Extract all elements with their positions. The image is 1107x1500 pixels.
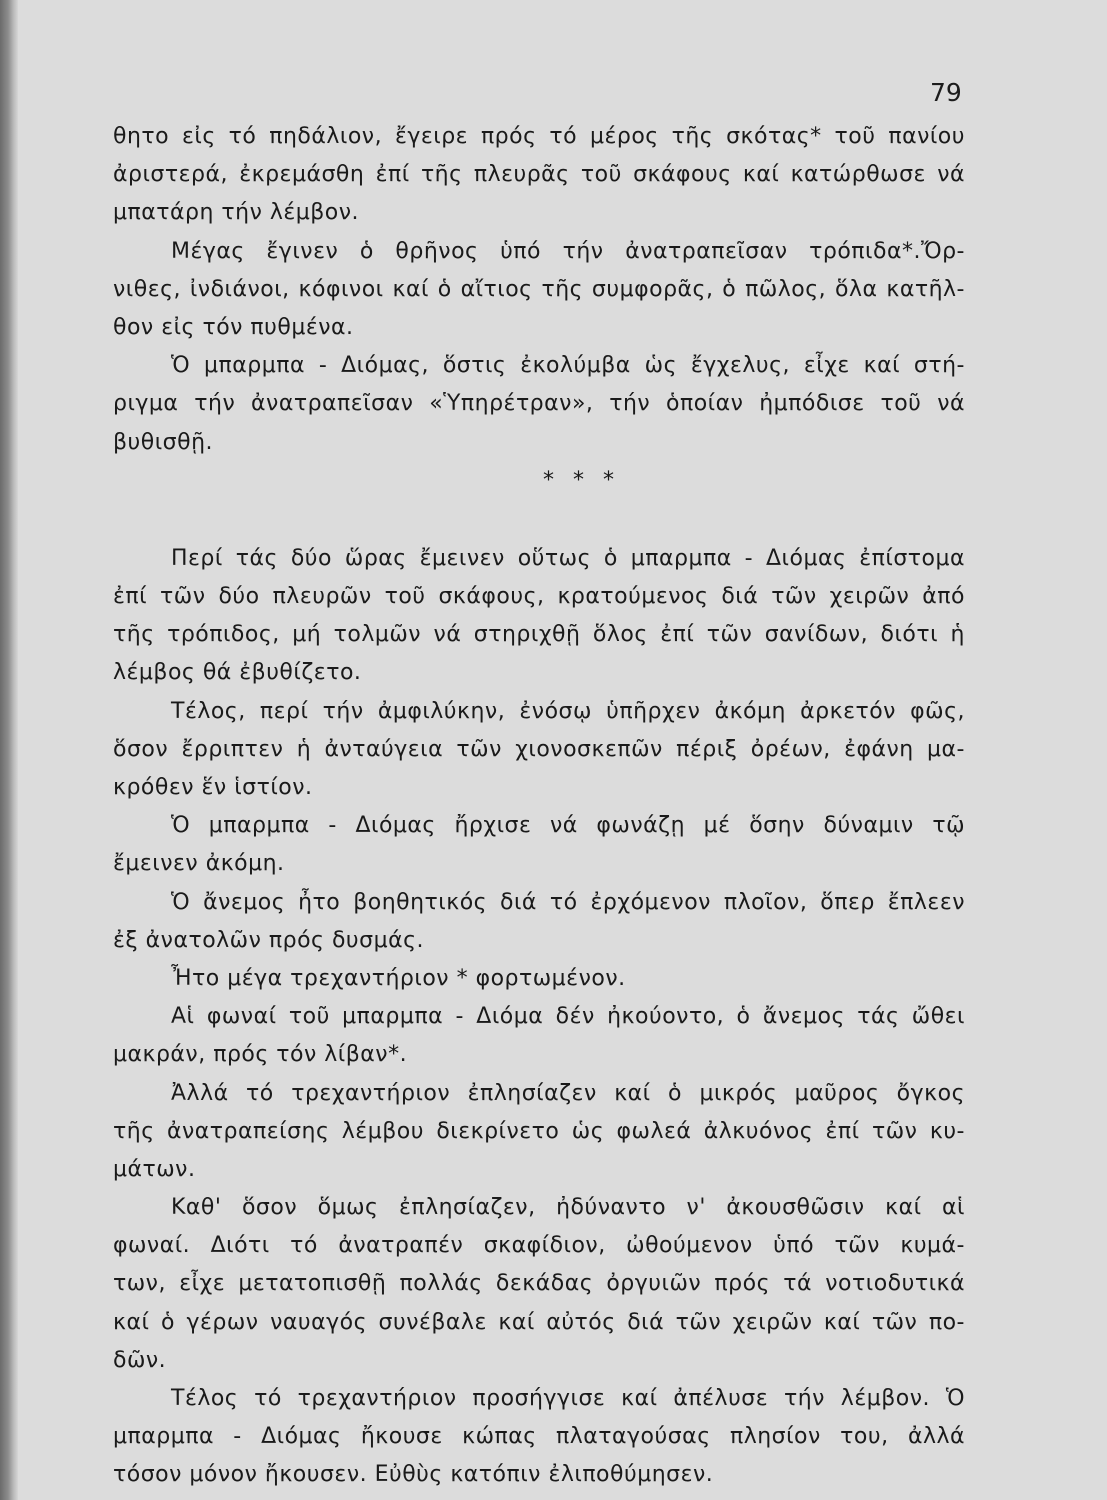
text-line: Τέλος, περί τήν ἀμφιλύκην, ἐνόσῳ ὑπῆρχεν ἀκόμη ἀρκετόν φῶς,: [171, 698, 965, 724]
page-number: 79: [930, 78, 962, 107]
text-line: ἀριστερά, ἐκρεμάσθη ἐπί τῆς πλευρᾶς τοῦ σκάφους καί κατώρθωσε νά: [113, 162, 965, 188]
text-line: μπαρμπα - Διόμας ἤκουσε κώπας πλαταγούσας πλησίον του, ἀλλά: [113, 1424, 965, 1450]
text-line: θητο εἰς τό πηδάλιον, ἔγειρε πρός τό μέρος τῆς σκότας* τοῦ πανίου: [113, 124, 965, 149]
text-line: Ἦτο μέγα τρεχαντήριον * φορτωμένον.: [171, 965, 626, 991]
text-line: νιθες, ἰνδιάνοι, κόφινοι καί ὁ αἴτιος τῆς συμφορᾶς, ὁ πῶλος, ὅλα κατῆλ-: [113, 276, 965, 302]
text-line: λέμβος θά ἐβυθίζετο.: [113, 660, 362, 686]
text-line: ἔμεινεν ἀκόμη.: [113, 851, 285, 877]
text-line: Ἀλλά τό τρεχαντήριον ἐπλησίαζεν καί ὁ μικρός μαῦρος ὄγκος: [171, 1080, 965, 1106]
text-line: των, εἶχε μετατοπισθῇ πολλάς δεκάδας ὀργυιῶν πρός τά νοτιοδυτικά: [113, 1271, 965, 1297]
section-separator: * * *: [543, 467, 620, 493]
text-line: φωναί. Διότι τό ἀνατραπέν σκαφίδιον, ὠθούμενον ὑπό τῶν κυμά-: [113, 1233, 965, 1259]
text-line: βυθισθῇ.: [113, 429, 214, 455]
text-line: μπατάρη τήν λέμβον.: [113, 200, 360, 226]
text-line: μάτων.: [113, 1156, 196, 1182]
text-line: Μέγας ἔγινεν ὁ θρῆνος ὑπό τήν ἀνατραπεῖσαν τρόπιδα*.Ὄρ-: [171, 238, 965, 264]
text-line: μακράν, πρός τόν λίβαν*.: [113, 1042, 408, 1068]
text-line: ἐξ ἀνατολῶν πρός δυσμάς.: [113, 927, 424, 953]
text-line: Αἱ φωναί τοῦ μπαρμπα - Διόμα δέν ἠκούοντο, ὁ ἄνεμος τάς ὤθει: [171, 1004, 965, 1030]
scan-binding-edge: [0, 0, 18, 1500]
text-line: Ὁ μπαρμπα - Διόμας ἤρχισε νά φωνάζῃ μέ ὅσην δύναμιν τῷ: [171, 813, 965, 839]
text-line: Περί τάς δύο ὥρας ἔμεινεν οὕτως ὁ μπαρμπα - Διόμας ἐπίστομα: [171, 545, 965, 571]
body-text: [113, 118, 965, 1495]
text-line: τῆς τρόπιδος, μή τολμῶν νά στηριχθῇ ὅλος ἐπί τῶν σανίδων, διότι ἡ: [113, 622, 965, 648]
text-line: δῶν.: [113, 1347, 167, 1373]
text-line: τόσον μόνον ἤκουσεν. Εὐθὺς κατόπιν ἐλιποθύμησεν.: [113, 1462, 714, 1488]
text-line: ριγμα τήν ἀνατραπεῖσαν «Ὑπηρέτραν», τήν ὁποίαν ἠμπόδισε τοῦ νά: [113, 391, 965, 417]
paragraph-gap: [113, 500, 965, 540]
text-line: Καθ' ὅσον ὅμως ἐπλησίαζεν, ἠδύναντο ν' ἀκουσθῶσιν καί αἱ: [171, 1195, 965, 1221]
text-line: καί ὁ γέρων ναυαγός συνέβαλε καί αὐτός διά τῶν χειρῶν καί τῶν πο-: [113, 1309, 965, 1335]
text-line: τῆς ἀνατραπείσης λέμβου διεκρίνετο ὡς φωλεά ἀλκυόνος ἐπί τῶν κυ-: [113, 1118, 965, 1144]
text-line: Ὁ μπαρμπα - Διόμας, ὅστις ἐκολύμβα ὡς ἔγχελυς, εἶχε καί στή-: [171, 353, 965, 379]
text-line: Ὁ ἄνεμος ἦτο βοηθητικός διά τό ἐρχόμενον πλοῖον, ὅπερ ἔπλεεν: [171, 889, 965, 915]
text-line: θον εἰς τόν πυθμένα.: [113, 314, 354, 340]
text-line: Τέλος τό τρεχαντήριον προσήγγισε καί ἀπέλυσε τήν λέμβον. Ὁ: [171, 1386, 965, 1411]
text-line: ὅσον ἔρριπτεν ἡ ἀνταύγεια τῶν χιονοσκεπῶν πέριξ ὀρέων, ἐφάνη μα-: [113, 736, 965, 762]
book-page: [18, 0, 1107, 1500]
text-line: κρόθεν ἕν ἱστίον.: [113, 775, 313, 800]
text-line: ἐπί τῶν δύο πλευρῶν τοῦ σκάφους, κρατούμενος διά τῶν χειρῶν ἀπό: [113, 584, 965, 610]
